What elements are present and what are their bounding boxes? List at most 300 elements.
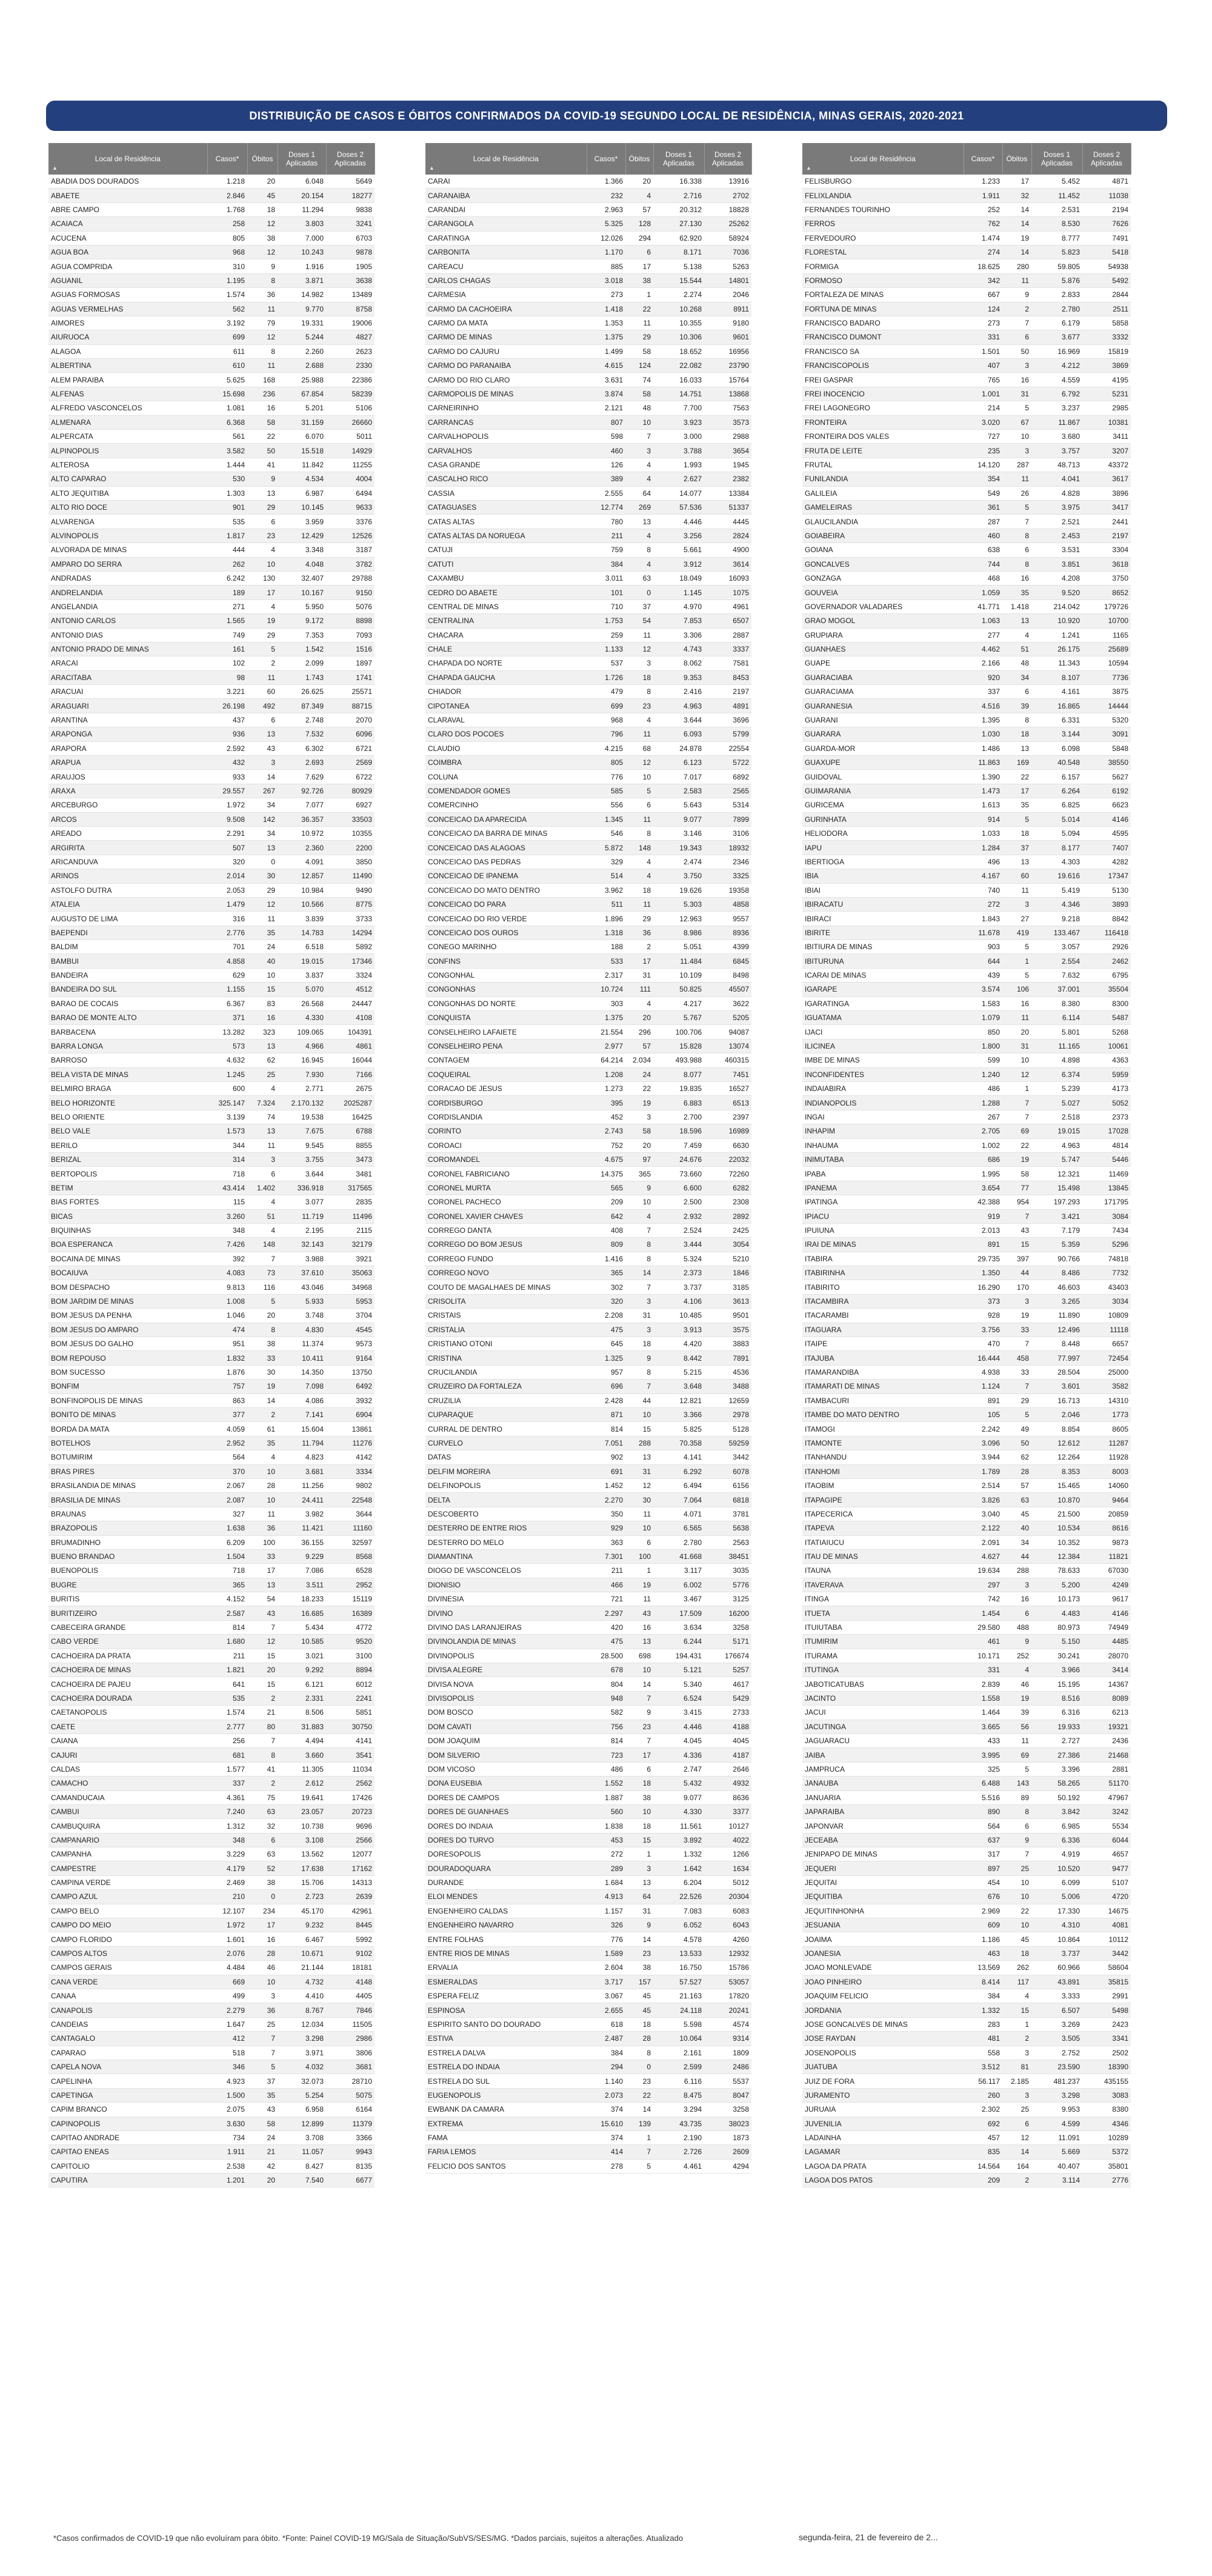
cell-deaths: 17	[625, 259, 653, 273]
table-row	[48, 2088, 375, 2102]
cell-location: CENTRAL DE MINAS	[425, 599, 587, 613]
cell-location: CATUTI	[425, 557, 587, 571]
cell-dose2: 9180	[704, 316, 751, 330]
cell-dose1: 4.071	[653, 1507, 704, 1521]
cell-cases: 740	[964, 883, 1002, 897]
cell-location: CARMO DA MATA	[425, 316, 587, 330]
table-row	[48, 359, 375, 373]
table-row	[425, 202, 751, 216]
cell-dose1: 19.331	[278, 316, 326, 330]
cell-dose1: 10.167	[278, 586, 326, 599]
table-row	[48, 344, 375, 358]
table-row	[48, 2074, 375, 2088]
cell-dose2: 2441	[1082, 515, 1131, 529]
cell-dose2: 13489	[326, 288, 375, 302]
cell-dose2: 47967	[1082, 1790, 1131, 1804]
table-row	[802, 1904, 1131, 1918]
cell-deaths: 64	[625, 1890, 653, 1904]
cell-dose1: 78.633	[1031, 1564, 1082, 1578]
table-row	[425, 1777, 751, 1790]
cell-location: DOM SILVERIO	[425, 1748, 587, 1762]
cell-deaths: 5	[625, 2159, 653, 2173]
cell-location: CAMPOS ALTOS	[48, 1946, 207, 1960]
cell-cases: 384	[964, 1989, 1002, 2003]
cell-dose2: 1897	[326, 656, 375, 670]
table-row	[48, 1294, 375, 1308]
cell-location: BELA VISTA DE MINAS	[48, 1067, 207, 1081]
table-row	[48, 1706, 375, 1720]
cell-cases: 1.395	[964, 713, 1002, 727]
cell-dose1: 32.407	[278, 571, 326, 585]
cell-location: CABECEIRA GRANDE	[48, 1620, 207, 1634]
cell-location: ITABIRITO	[802, 1280, 964, 1294]
cell-deaths: 10	[625, 1195, 653, 1209]
col-header-dose2[interactable]: Doses 2 Aplicadas	[1082, 143, 1131, 175]
cell-deaths: 6	[625, 245, 653, 259]
cell-dose2: 28070	[1082, 1649, 1131, 1663]
cell-dose2: 16956	[704, 344, 751, 358]
table-row	[802, 656, 1131, 670]
cell-cases: 1.558	[964, 1691, 1002, 1705]
cell-deaths: 139	[625, 2117, 653, 2131]
cell-location: CEDRO DO ABAETE	[425, 586, 587, 599]
cell-deaths: 38	[247, 1875, 278, 1889]
table-row	[48, 1110, 375, 1124]
cell-dose1: 31.883	[278, 1720, 326, 1733]
cell-dose1: 1.332	[653, 1847, 704, 1861]
cell-deaths: 12	[247, 330, 278, 344]
cell-cases: 289	[587, 1861, 625, 1875]
table-row	[802, 996, 1131, 1010]
table-row	[425, 571, 751, 585]
cell-dose2: 4617	[704, 1677, 751, 1691]
cell-cases: 374	[587, 2131, 625, 2144]
cell-dose1: 2.416	[653, 685, 704, 699]
cell-deaths: 18	[625, 883, 653, 897]
cell-dose2: 15764	[704, 373, 751, 387]
col-header-dose2[interactable]: Doses 2 Aplicadas	[326, 143, 375, 175]
cell-dose2: 7434	[1082, 1223, 1131, 1237]
cell-dose1: 3.803	[278, 217, 326, 231]
cell-dose2: 2486	[704, 2060, 751, 2074]
cell-location: ACUCENA	[48, 231, 207, 245]
col-header-location[interactable]: ▲ Local de Residência	[425, 143, 587, 175]
cell-dose1: 6.052	[653, 1918, 704, 1932]
cell-deaths: 38	[625, 1961, 653, 1975]
col-header-deaths[interactable]: Óbitos	[1002, 143, 1031, 175]
cell-dose1: 24.878	[653, 741, 704, 755]
cell-dose2: 3573	[704, 415, 751, 429]
cell-cases: 641	[207, 1677, 247, 1691]
cell-dose1: 30.241	[1031, 1649, 1082, 1663]
cell-deaths: 22	[1002, 1904, 1031, 1918]
col-header-deaths[interactable]: Óbitos	[247, 143, 278, 175]
cell-location: DESCOBERTO	[425, 1507, 587, 1521]
cell-deaths: 5	[1002, 1762, 1031, 1776]
cell-deaths: 31	[625, 1309, 653, 1323]
cell-location: JAPARAIBA	[802, 1804, 964, 1818]
cell-deaths: 294	[625, 231, 653, 245]
table-row	[425, 245, 751, 259]
cell-dose1: 14.077	[653, 486, 704, 500]
cell-location: GUARARA	[802, 727, 964, 741]
cell-cases: 1.589	[587, 1946, 625, 1960]
cell-dose1: 62.920	[653, 231, 704, 245]
cell-dose2: 6892	[704, 770, 751, 784]
cell-dose2: 5487	[1082, 1011, 1131, 1025]
table-row	[425, 2074, 751, 2088]
table-row	[425, 670, 751, 684]
col-header-cases[interactable]: Casos*	[207, 143, 247, 175]
cell-dose1: 3.057	[1031, 940, 1082, 954]
cell-location: CHACARA	[425, 628, 587, 642]
cell-dose1: 19.015	[278, 954, 326, 968]
table-row	[48, 1365, 375, 1379]
cell-cases: 1.552	[587, 1777, 625, 1790]
cell-dose2: 5858	[1082, 316, 1131, 330]
cell-dose2: 58604	[1082, 1961, 1131, 1975]
col-header-dose2[interactable]: Doses 2 Aplicadas	[704, 143, 751, 175]
cell-dose1: 15.518	[278, 444, 326, 458]
table-row	[802, 557, 1131, 571]
sort-arrow-icon[interactable]: ▲	[806, 165, 811, 171]
cell-deaths: 63	[1002, 1493, 1031, 1507]
cell-dose1: 4.461	[653, 2159, 704, 2173]
cell-deaths: 9	[625, 1351, 653, 1365]
table-row	[48, 1777, 375, 1790]
col-header-cases[interactable]: Casos*	[964, 143, 1002, 175]
cell-location: CATAS ALTAS DA NORUEGA	[425, 529, 587, 542]
col-header-dose1[interactable]: Doses 1 Aplicadas	[653, 143, 704, 175]
cell-dose2: 4545	[326, 1323, 375, 1336]
cell-dose1: 1.241	[1031, 628, 1082, 642]
cell-location: ALTO RIO DOCE	[48, 500, 207, 514]
table-row	[48, 2131, 375, 2144]
cell-dose1: 4.823	[278, 1450, 326, 1464]
cell-dose1: 10.306	[653, 330, 704, 344]
table-row	[48, 1138, 375, 1152]
cell-cases: 1.375	[587, 330, 625, 344]
cell-location: ARACITABA	[48, 670, 207, 684]
cell-deaths: 35	[247, 2088, 278, 2102]
col-header-deaths[interactable]: Óbitos	[625, 143, 653, 175]
cell-dose1: 4.559	[1031, 373, 1082, 387]
cell-dose2: 8652	[1082, 586, 1131, 599]
sort-arrow-icon[interactable]: ▲	[52, 165, 58, 171]
cell-dose1: 23.057	[278, 1804, 326, 1818]
cell-cases: 437	[207, 713, 247, 727]
cell-cases: 1.170	[587, 245, 625, 259]
cell-dose2: 4574	[704, 2017, 751, 2031]
cell-deaths: 52	[247, 1861, 278, 1875]
table-row	[425, 1266, 751, 1280]
cell-dose2: 5012	[704, 1875, 751, 1889]
table-row	[48, 841, 375, 855]
cell-cases: 564	[964, 1819, 1002, 1833]
cell-cases: 642	[587, 1209, 625, 1223]
cell-dose1: 5.215	[653, 1365, 704, 1379]
cell-deaths: 10	[1002, 1875, 1031, 1889]
table-row	[425, 1365, 751, 1379]
cell-location: CONSELHEIRO LAFAIETE	[425, 1025, 587, 1039]
cell-location: CARMO DO CAJURU	[425, 344, 587, 358]
cell-dose1: 36.155	[278, 1535, 326, 1549]
cell-location: BOTUMIRIM	[48, 1450, 207, 1464]
cell-dose2: 3106	[704, 826, 751, 840]
table-row	[802, 1932, 1131, 1946]
cell-cases: 325.147	[207, 1096, 247, 1110]
table-row	[425, 1663, 751, 1677]
cell-cases: 957	[587, 1365, 625, 1379]
table-row	[802, 727, 1131, 741]
cell-location: DIVISOPOLIS	[425, 1691, 587, 1705]
cell-dose2: 5296	[1082, 1238, 1131, 1252]
cell-location: JABOTICATUBAS	[802, 1677, 964, 1691]
cell-deaths: 0	[247, 1890, 278, 1904]
cell-deaths: 14	[247, 1393, 278, 1407]
cell-location: CONTAGEM	[425, 1053, 587, 1067]
cell-deaths: 23	[625, 699, 653, 713]
cell-dose2: 2952	[326, 1578, 375, 1592]
cell-location: EUGENOPOLIS	[425, 2088, 587, 2102]
cell-cases: 637	[964, 1833, 1002, 1847]
cell-location: CARMO DE MINAS	[425, 330, 587, 344]
cell-cases: 1.008	[207, 1294, 247, 1308]
cell-location: GURICEMA	[802, 798, 964, 812]
cell-deaths: 22	[625, 302, 653, 316]
table-row	[802, 1422, 1131, 1436]
cell-cases: 474	[207, 1323, 247, 1336]
col-header-location[interactable]: ▲ Local de Residência	[48, 143, 207, 175]
cell-dose2: 6043	[704, 1918, 751, 1932]
cell-deaths: 6	[247, 1167, 278, 1181]
table-row	[425, 1152, 751, 1166]
cell-deaths: 11	[625, 1592, 653, 1606]
cell-dose2: 14313	[326, 1875, 375, 1889]
table-row	[802, 1578, 1131, 1592]
table-row	[48, 202, 375, 216]
cell-location: FAMA	[425, 2131, 587, 2144]
cell-location: CACHOEIRA DOURADA	[48, 1691, 207, 1705]
cell-deaths: 19	[1002, 1691, 1031, 1705]
cell-dose2: 4961	[704, 599, 751, 613]
cell-dose1: 2.518	[1031, 1110, 1082, 1124]
cell-cases: 537	[587, 656, 625, 670]
cell-cases: 2.428	[587, 1393, 625, 1407]
cell-location: AGUA BOA	[48, 245, 207, 259]
cell-dose2: 3750	[1082, 571, 1131, 585]
cell-location: BRASILANDIA DE MINAS	[48, 1478, 207, 1492]
table-row	[802, 444, 1131, 458]
cell-location: BANDEIRA DO SUL	[48, 983, 207, 996]
table-row	[425, 954, 751, 968]
cell-deaths: 10	[247, 968, 278, 982]
cell-location: GLAUCILANDIA	[802, 515, 964, 529]
cell-deaths: 2	[247, 1407, 278, 1421]
cell-dose1: 1.743	[278, 670, 326, 684]
cell-location: IJACI	[802, 1025, 964, 1039]
cell-dose1: 21.144	[278, 1961, 326, 1975]
table-row	[425, 472, 751, 486]
table-row	[48, 1946, 375, 1960]
cell-cases: 258	[207, 217, 247, 231]
cell-cases: 599	[964, 1053, 1002, 1067]
cell-location: AIMORES	[48, 316, 207, 330]
cell-deaths: 58	[625, 387, 653, 401]
cell-dose2: 4146	[1082, 812, 1131, 826]
cell-location: CLARAVAL	[425, 713, 587, 727]
table-row	[802, 1635, 1131, 1649]
cell-cases: 1.684	[587, 1875, 625, 1889]
cell-deaths: 4	[247, 1450, 278, 1464]
cell-cases: 2.053	[207, 883, 247, 897]
cell-location: CAMBUQUIRA	[48, 1819, 207, 1833]
cell-deaths: 54	[625, 614, 653, 628]
sort-arrow-icon[interactable]: ▲	[429, 165, 435, 171]
cell-dose2: 10355	[326, 826, 375, 840]
cell-deaths: 29	[247, 883, 278, 897]
cell-dose2: 14060	[1082, 1478, 1131, 1492]
cell-location: ALTEROSA	[48, 458, 207, 472]
cell-dose2: 30750	[326, 1720, 375, 1733]
cell-dose2: 33503	[326, 812, 375, 826]
cell-cases: 2.208	[587, 1309, 625, 1323]
cell-cases: 468	[964, 571, 1002, 585]
table-row	[48, 1804, 375, 1818]
col-header-dose1[interactable]: Doses 1 Aplicadas	[278, 143, 326, 175]
cell-location: CATUJI	[425, 543, 587, 557]
col-header-cases[interactable]: Casos*	[587, 143, 625, 175]
cell-dose1: 6.316	[1031, 1706, 1082, 1720]
cell-dose1: 2.195	[278, 1223, 326, 1237]
cell-dose1: 7.532	[278, 727, 326, 741]
cell-deaths: 25	[247, 1067, 278, 1081]
col-header-dose1[interactable]: Doses 1 Aplicadas	[1031, 143, 1082, 175]
cell-cases: 14.120	[964, 458, 1002, 472]
cell-dose1: 17.330	[1031, 1904, 1082, 1918]
cell-dose1: 5.340	[653, 1677, 704, 1691]
table-row	[802, 330, 1131, 344]
cell-location: ANGELANDIA	[48, 599, 207, 613]
cell-dose2: 7491	[1082, 231, 1131, 245]
cell-location: AGUA COMPRIDA	[48, 259, 207, 273]
cell-dose2: 1846	[704, 1266, 751, 1280]
cell-dose1: 3.298	[1031, 2088, 1082, 2102]
table-row	[802, 1053, 1131, 1067]
cell-location: CORREGO FUNDO	[425, 1252, 587, 1266]
cell-deaths: 9	[625, 1706, 653, 1720]
col-header-location[interactable]: ▲ Local de Residência	[802, 143, 964, 175]
cell-dose1: 12.034	[278, 2017, 326, 2031]
cell-deaths: 117	[1002, 1975, 1031, 1989]
cell-dose1: 8.986	[653, 926, 704, 939]
cell-location: CHALE	[425, 642, 587, 656]
cell-location: CONSELHEIRO PENA	[425, 1039, 587, 1053]
cell-dose1: 5.452	[1031, 175, 1082, 189]
table-row	[425, 996, 751, 1010]
cell-dose1: 19.343	[653, 841, 704, 855]
cell-deaths: 20	[247, 175, 278, 189]
cell-dose1: 11.867	[1031, 415, 1082, 429]
cell-dose2: 22386	[326, 373, 375, 387]
cell-cases: 1.726	[587, 670, 625, 684]
table-row	[425, 515, 751, 529]
cell-cases: 1.832	[207, 1351, 247, 1365]
cell-location: ARAGUARI	[48, 699, 207, 713]
cell-dose2: 2423	[1082, 2017, 1131, 2031]
table-row	[425, 2131, 751, 2144]
cell-cases: 2.846	[207, 189, 247, 202]
cell-deaths: 7	[625, 1223, 653, 1237]
table-row	[425, 288, 751, 302]
cell-dose1: 45.170	[278, 1904, 326, 1918]
cell-deaths: 3	[625, 1323, 653, 1336]
table-row	[48, 599, 375, 613]
cell-location: CAIANA	[48, 1733, 207, 1747]
cell-cases: 6.242	[207, 571, 247, 585]
table-row	[48, 302, 375, 316]
cell-dose1: 2.833	[1031, 288, 1082, 302]
cell-dose1: 21.163	[653, 1989, 704, 2003]
cell-deaths: 38	[247, 231, 278, 245]
cell-cases: 951	[207, 1337, 247, 1351]
cell-dose2: 3638	[326, 273, 375, 287]
cell-deaths: 45	[625, 1989, 653, 2003]
table-row	[802, 1478, 1131, 1492]
cell-cases: 805	[587, 756, 625, 770]
cell-location: ALVINOPOLIS	[48, 529, 207, 542]
cell-cases: 558	[964, 2046, 1002, 2060]
cell-location: IPABA	[802, 1167, 964, 1181]
table-row	[425, 373, 751, 387]
cell-location: CRISTAIS	[425, 1309, 587, 1323]
table-row	[802, 515, 1131, 529]
cell-dose2: 16093	[704, 571, 751, 585]
update-date: segunda-feira, 21 de fevereiro de 2...	[799, 2532, 938, 2542]
cell-dose2: 3414	[1082, 1663, 1131, 1677]
cell-dose1: 3.000	[653, 430, 704, 444]
cell-dose1: 11.890	[1031, 1309, 1082, 1323]
cell-deaths: 8	[247, 344, 278, 358]
cell-deaths: 7	[1002, 316, 1031, 330]
cell-dose1: 10.671	[278, 1946, 326, 1960]
cell-location: CAXAMBU	[425, 571, 587, 585]
cell-location: FUNILANDIA	[802, 472, 964, 486]
cell-cases: 1.800	[964, 1039, 1002, 1053]
cell-deaths: 40	[1002, 1521, 1031, 1535]
cell-cases: 1.789	[964, 1464, 1002, 1478]
cell-dose1: 5.027	[1031, 1096, 1082, 1110]
cell-cases: 4.167	[964, 869, 1002, 883]
cell-dose2: 25000	[1082, 1365, 1131, 1379]
cell-cases: 1.312	[207, 1819, 247, 1833]
table-row	[425, 1535, 751, 1549]
cell-dose2: 12659	[704, 1393, 751, 1407]
cell-cases: 412	[207, 2032, 247, 2046]
cell-location: CAMPOS GERAIS	[48, 1961, 207, 1975]
cell-location: LAGOA DA PRATA	[802, 2159, 964, 2173]
cell-deaths: 17	[625, 954, 653, 968]
cell-cases: 1.574	[207, 288, 247, 302]
cell-cases: 507	[207, 841, 247, 855]
cell-dose2: 5776	[704, 1578, 751, 1592]
cell-dose1: 2.331	[278, 1691, 326, 1705]
cell-deaths: 2	[247, 656, 278, 670]
cell-dose1: 4.494	[278, 1733, 326, 1747]
table-row	[802, 231, 1131, 245]
cell-dose2: 4346	[1082, 2117, 1131, 2131]
cell-dose2: 3337	[704, 642, 751, 656]
